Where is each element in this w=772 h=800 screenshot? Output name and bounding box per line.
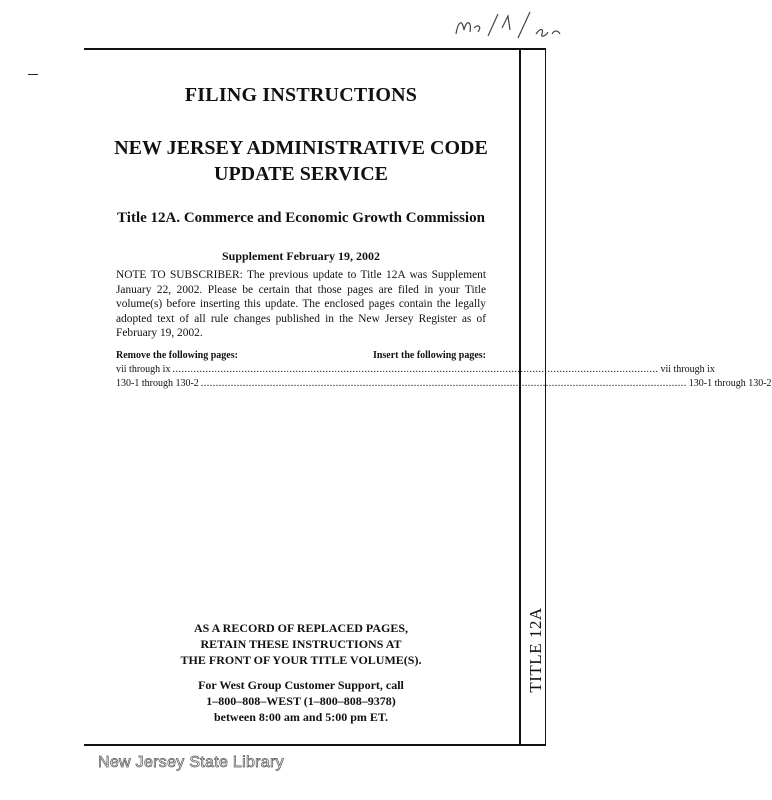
subscriber-note: NOTE TO SUBSCRIBER: The previous update to Title 12A was Supplement January 22, 2002. Please be certain that those pages are filed in your Title volume(s) before inserting this update. The enclosed pages contain the legally adopted text of all rule changes published in the New Jersey Register as of February 19, 2002.	[116, 269, 486, 340]
bottom-rule	[84, 744, 546, 746]
pages-table	[116, 350, 772, 392]
margin-mark	[28, 74, 38, 75]
remove-pages: 130-1 through 130-2	[116, 378, 199, 389]
support-phone: 1–800–808–WEST (1–800–808–9378)	[206, 694, 396, 708]
title-subject: Title 12A. Commerce and Economic Growth Commission	[117, 210, 485, 226]
leader-dots: ..................................................................................................................................................................	[200, 378, 687, 389]
pages-table-header	[116, 350, 486, 364]
insert-header: Insert the following pages:	[372, 350, 486, 361]
support-line: For West Group Customer Support, call	[198, 678, 404, 692]
remove-pages: vii through ix	[116, 364, 171, 375]
remove-header: Remove the following pages:	[116, 350, 238, 361]
record-notice	[116, 620, 486, 668]
support-hours: between 8:00 am and 5:00 pm ET.	[213, 710, 389, 724]
insert-pages: vii through ix	[660, 364, 715, 375]
page-title: FILING INSTRUCTIONS	[184, 84, 418, 106]
pages-row	[116, 364, 715, 378]
record-line: AS A RECORD OF REPLACED PAGES,	[193, 621, 409, 635]
handwritten-annotation	[448, 8, 578, 42]
tab-label: TITLE 12A	[526, 607, 545, 693]
service-title-line: UPDATE SERVICE	[214, 163, 388, 185]
service-title-line: NEW JERSEY ADMINISTRATIVE CODE	[114, 137, 488, 159]
record-line: RETAIN THESE INSTRUCTIONS AT	[200, 637, 402, 651]
service-title	[106, 135, 496, 187]
library-stamp: New Jersey State Library	[98, 754, 284, 771]
pages-row	[116, 378, 772, 392]
supplement-date: Supplement February 19, 2002	[221, 249, 380, 263]
top-rule	[84, 48, 546, 50]
customer-support	[116, 677, 486, 725]
insert-pages: 130-1 through 130-2	[688, 378, 772, 389]
leader-dots: ..................................................................................................................................................................	[172, 364, 659, 375]
record-line: THE FRONT OF YOUR TITLE VOLUME(S).	[180, 653, 422, 667]
